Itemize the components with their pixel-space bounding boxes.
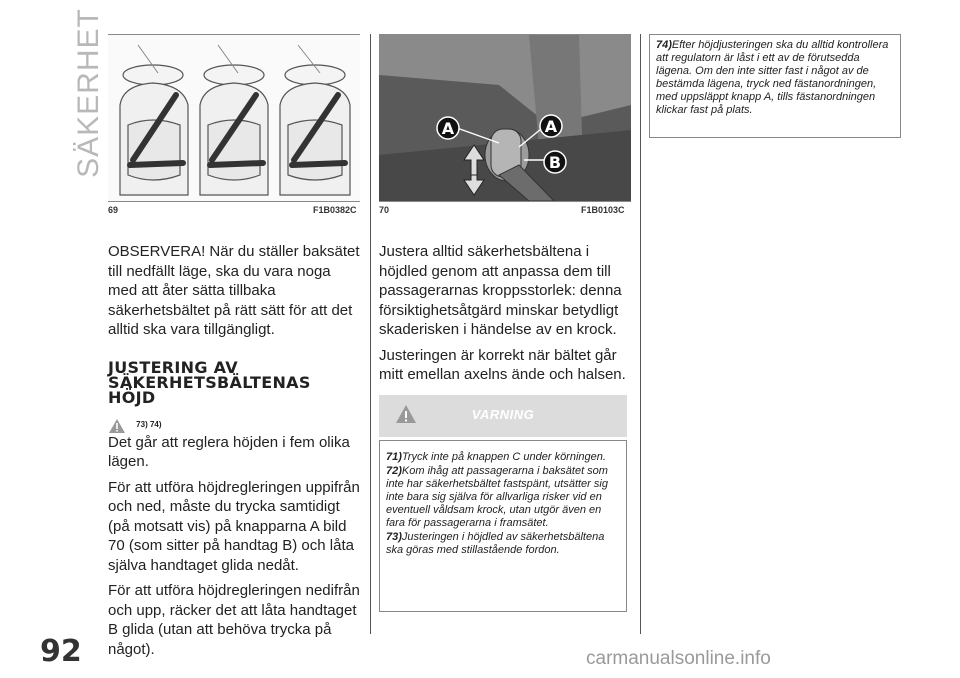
figure-69-number: 69 — [108, 205, 119, 215]
paragraph-adjust-up: För att utföra höjdregleringen nedifrån och upp, räcker det att låta handtaget B glida (utan att behöva trycka på något). — [108, 582, 360, 658]
height-adjuster-illustration — [379, 35, 631, 201]
warning-notes — [379, 440, 627, 612]
label-a-right: A — [544, 117, 558, 136]
watermark: carmanualsonline.info — [586, 648, 771, 669]
warning-note-73: 73)Justeringen i höjdled av säkerhetsbältena ska göras med stillastående fordon. — [386, 531, 605, 556]
figure-70-code: F1B0103C — [581, 205, 625, 215]
column-2 — [379, 242, 629, 391]
figure-70-number: 70 — [379, 205, 390, 215]
warning-note-72: 72)Kom ihåg att passagerarna i baksätet som inte har säkerhetsbältet fastspänt, utsätter sig inte bara sig själva för allvarliga risker vid en eventuell våldsam krock, utan utgör även en fara för passagerarna i framsätet. — [386, 465, 608, 529]
observe-paragraph: OBSERVERA! När du ställer baksätet till nedfällt läge, ska du vara noga med att åter sätta tillbaka säkerhetsbältet på rätt sätt för att det alltid ska vara tillgängligt. — [108, 243, 360, 338]
note-74-number: 74) — [656, 39, 672, 51]
label-a-left: A — [441, 119, 455, 138]
paragraph-positions: Det går att reglera höjden i fem olika lägen. — [108, 433, 350, 470]
warning-banner — [379, 395, 627, 437]
warning-triangle-icon — [108, 418, 126, 434]
refs-row — [108, 413, 363, 429]
rear-seats-illustration — [108, 35, 360, 201]
paragraph-adjust-down: För att utföra höjdregleringen uppifrån och ned, måste du trycka samtidigt (på motsatt vis) på knapparna A bild 70 (som sitter på handtag B) och låta själva handtaget glida nedåt. — [108, 478, 360, 574]
warning-refs: 73) 74) — [136, 419, 162, 429]
warning-note-71: 71)Tryck inte på knappen C under körningen. — [386, 451, 606, 463]
figure-70-height-adjuster — [379, 34, 631, 202]
figure-69-seatbelts — [108, 34, 360, 202]
column-divider-1 — [370, 34, 371, 634]
section-tab-label: SÄKERHET — [71, 8, 105, 178]
figure-69-code: F1B0382C — [313, 205, 357, 215]
section-heading: JUSTERING AV SÄKERHETSBÄLTENAS HÖJD — [108, 357, 311, 407]
section-tab — [50, 8, 105, 178]
note-74 — [649, 34, 901, 138]
column-1 — [108, 242, 363, 665]
note-74-text: Efter höjdjusteringen ska du alltid kontrollera att regulatorn är låst i ett av de förutsedda lägena. Om den inte sitter fast i något av de bestämda lägena, tryck ned fästanordningen, med uppsläppt knapp A, tills fästanordningen klickar fast på plats. — [656, 39, 889, 116]
warning-title: VARNING — [471, 407, 535, 422]
label-b: B — [548, 153, 562, 172]
paragraph-adjust-always: Justera alltid säkerhetsbältena i höjdled genom att anpassa dem till passagerarnas kroppsstorlek: denna försiktighetsåtgärd minskar betydligt skaderisken i händelse av en krock. — [379, 243, 622, 338]
column-divider-2 — [640, 34, 641, 634]
paragraph-correct-position: Justeringen är korrekt när bältet går mitt emellan axelns ände och halsen. — [379, 346, 626, 383]
page-number: 92 — [40, 634, 82, 669]
